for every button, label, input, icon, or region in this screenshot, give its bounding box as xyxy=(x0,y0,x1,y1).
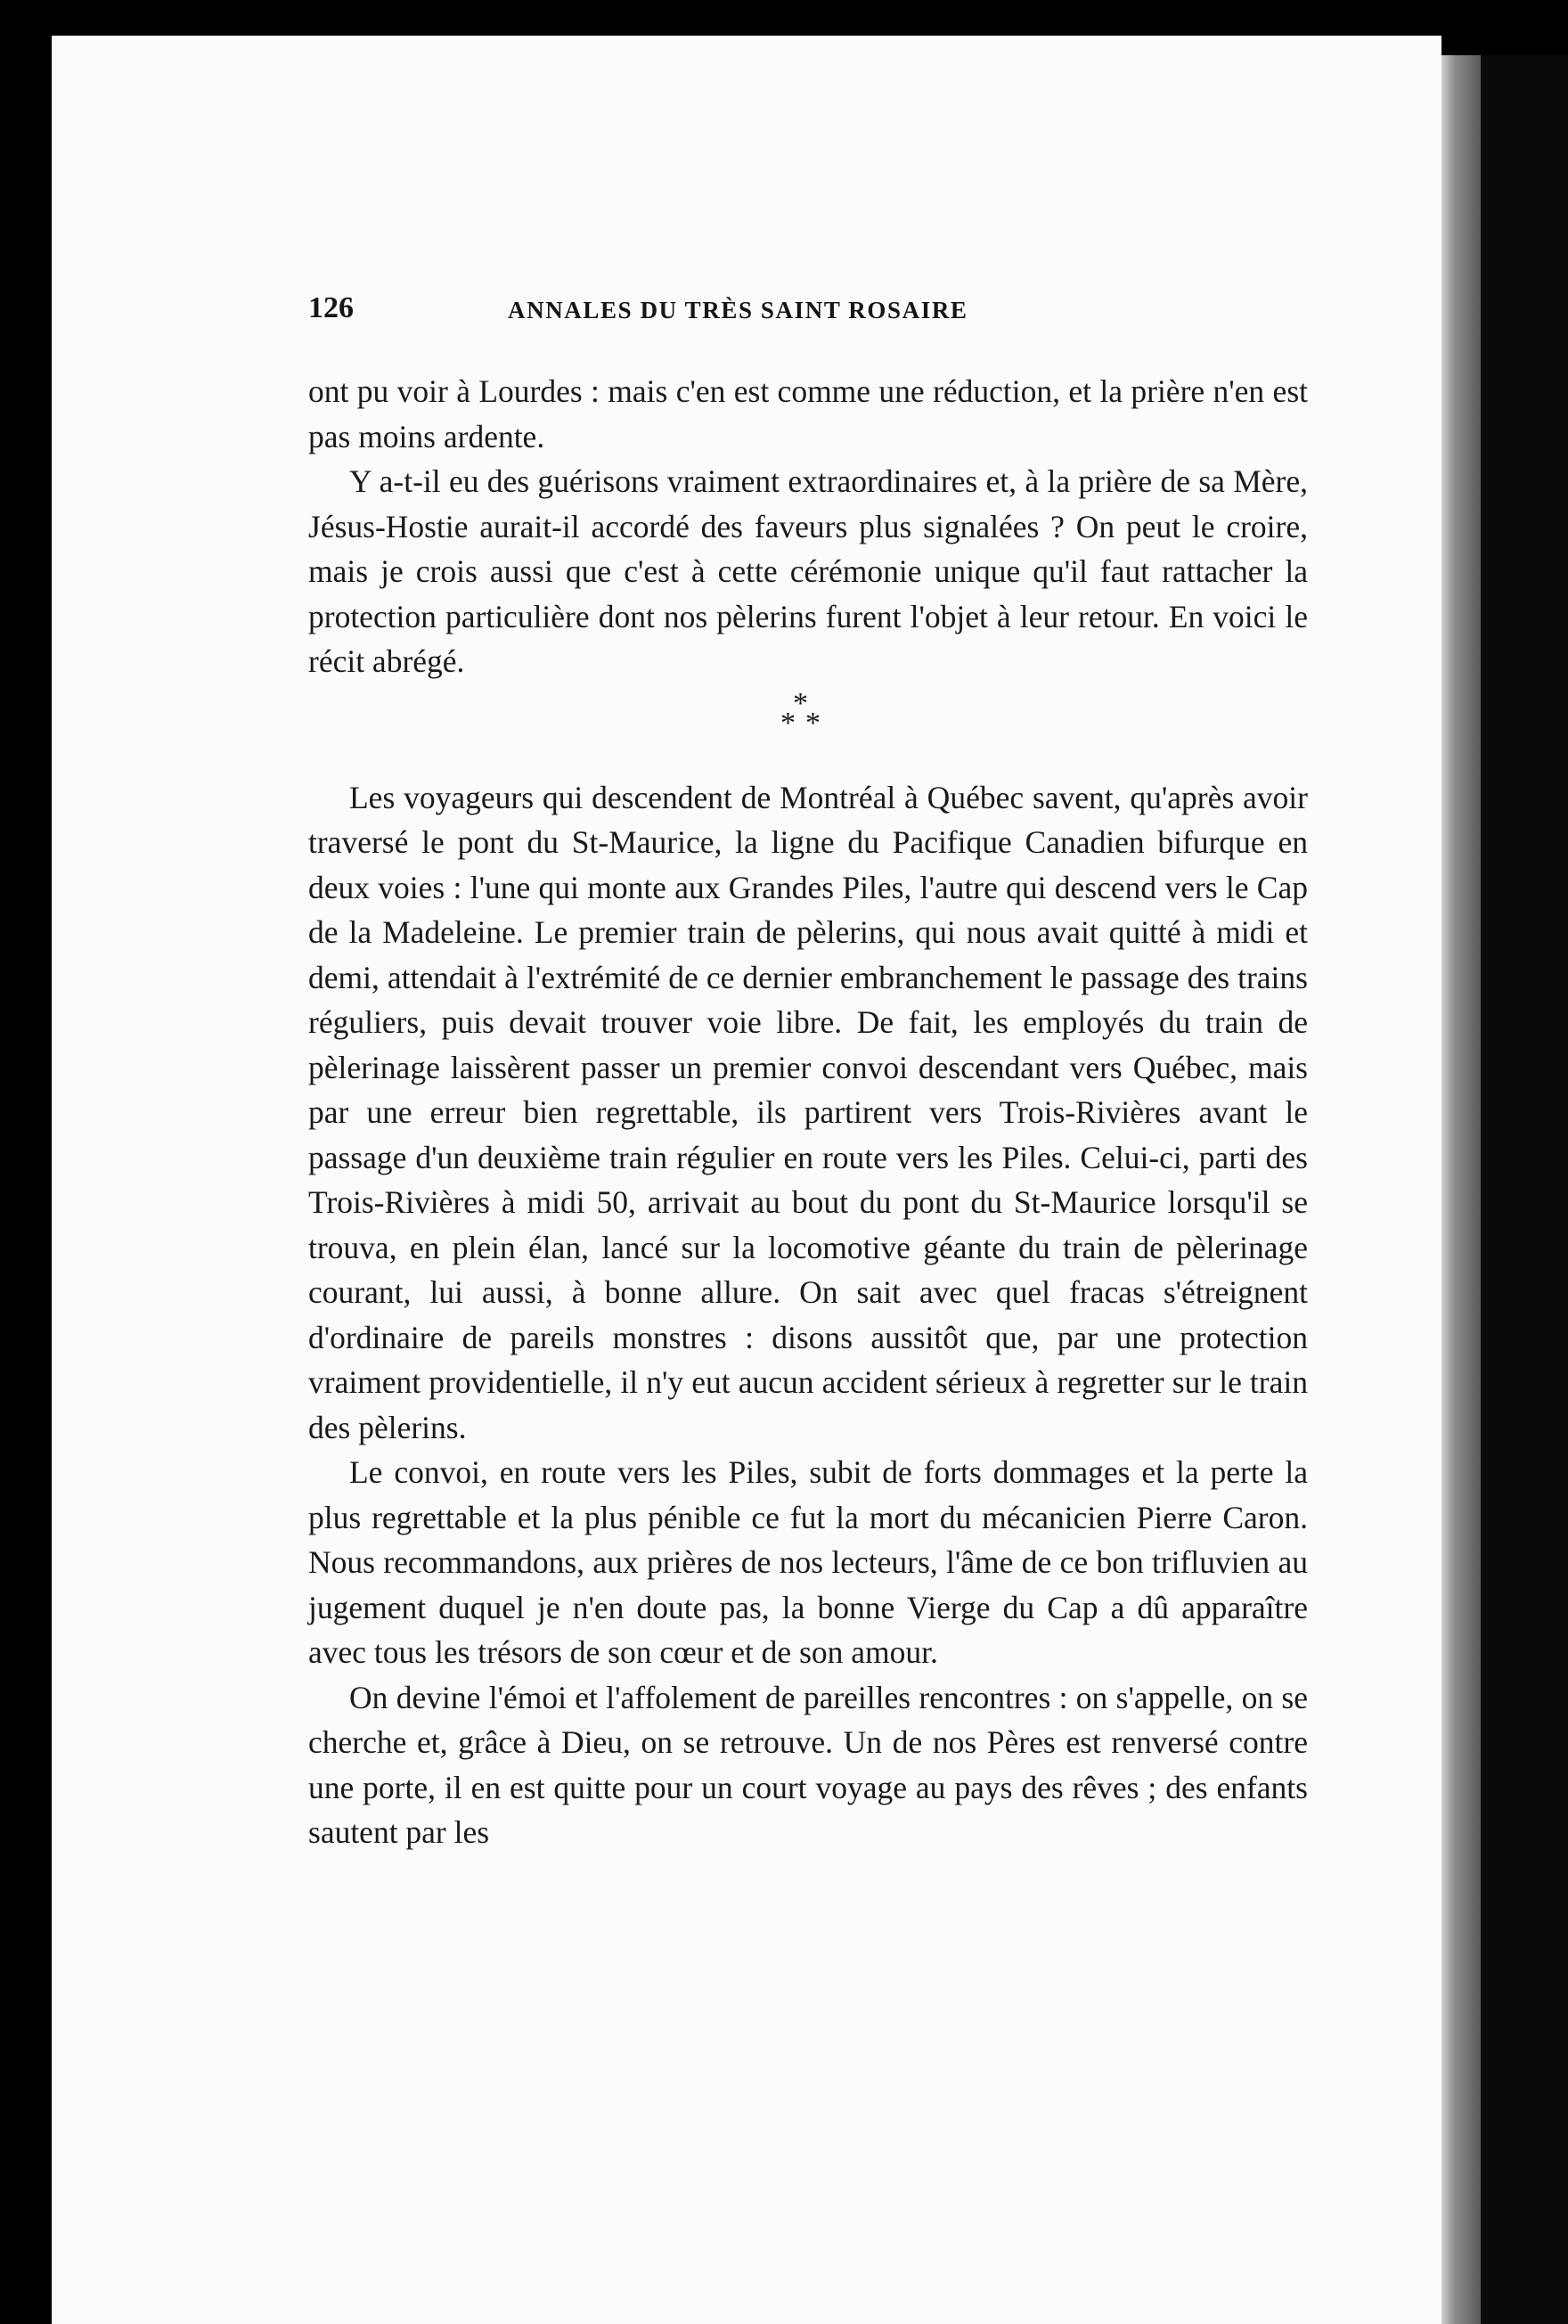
paragraph-3: Les voyageurs qui descendent de Montréal à Québec savent, qu'après avoir traversé le pont du St-Maurice, la ligne du Pacifique Canadien bifurque en deux voies : l'une qui monte aux Grandes Piles, l'autre qui descend vers le Cap de la Madeleine. Le premier train de pèlerins, qui nous avait quitté à midi et demi, attendait à l'extrémité de ce dernier embranchement le passage des trains réguliers, puis devait trouver voie libre. De fait, les employés du train de pèlerinage laissèrent passer un premier convoi descendant vers Québec, mais par une erreur bien regrettable, ils partirent vers Trois-Rivières avant le passage d'un deuxième train régulier en route vers les Piles. Celui-ci, parti des Trois-Rivières à midi 50, arrivait au bout du pont du St-Maurice lorsqu'il se trouva, en plein élan, lancé sur la locomotive géante du train de pèlerinage courant, lui aussi, à bonne allure. On sait avec quel fracas s'étreignent d'ordinaire de pareils monstres : disons aussitôt que, par une protection vraiment providentielle, il n'y eut aucun accident sérieux à regretter sur le train des pèlerins. xyxy=(308,779,1308,1445)
asterism-ornament xyxy=(779,693,832,743)
svg-text:*: * xyxy=(793,692,808,720)
running-title: ANNALES DU TRÈS SAINT ROSAIRE xyxy=(508,297,968,323)
paragraph-4: Le convoi, en route vers les Piles, subit de forts dommages et la perte la plus regrettable et la plus pénible ce fut la mort du mécanicien Pierre Caron. Nous recommandons, aux prières de nos lecteurs, l'âme de ce bon trifluvien au jugement duquel je n'en doute pas, la bonne Vierge du Cap a dû apparaître avec tous les trésors de son cœur et de son amour. xyxy=(308,1454,1308,1670)
section-break xyxy=(308,684,1308,775)
page-body xyxy=(308,369,1308,1855)
book-spine xyxy=(1441,55,1481,2324)
page-header xyxy=(308,291,1160,334)
svg-text:*: * xyxy=(780,706,796,740)
scan-background xyxy=(1481,55,1568,2324)
paragraph-5: On devine l'émoi et l'affolement de pareilles rencontres : on s'appelle, on se cherche et, grâce à Dieu, on se retrouve. Un de nos Pères est renversé contre une porte, il en est quitte pour un court voyage au pays des rêves ; des enfants sautent par les xyxy=(308,1679,1308,1850)
paragraph-2: Y a-t-il eu des guérisons vraiment extraordinaires et, à la prière de sa Mère, Jésus-Hostie aurait-il accordé des faveurs plus signalées ? On peut le croire, mais je crois aussi que c'est à cette cérémonie unique qu'il faut rattacher la protection particulière dont nos pèlerins furent l'objet à leur retour. En voici le récit abrégé. xyxy=(308,463,1308,679)
svg-text:*: * xyxy=(805,706,821,740)
paragraph-1: ont pu voir à Lourdes : mais c'en est comme une réduction, et la prière n'en est pas moins ardente. xyxy=(308,373,1308,454)
page-number: 126 xyxy=(308,291,354,324)
